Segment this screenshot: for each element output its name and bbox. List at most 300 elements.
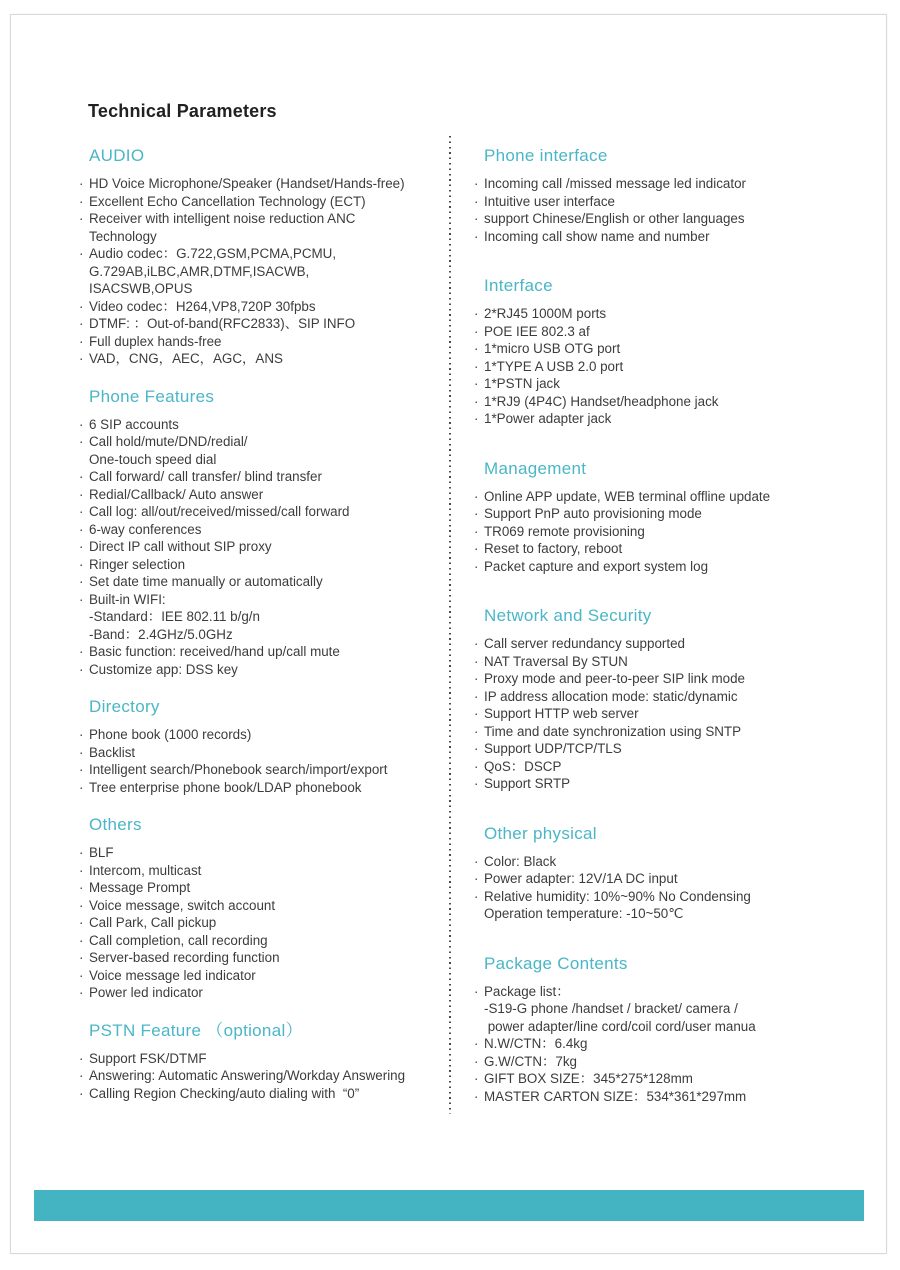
bullet-icon: · <box>474 888 479 904</box>
spec-item-line <box>474 688 874 706</box>
spec-text: Answering: Automatic Answering/Workday Answering <box>89 1068 406 1083</box>
bullet-icon: · <box>79 845 84 860</box>
spec-item <box>474 653 874 671</box>
spec-text: Calling Region Checking/auto dialing with “0” <box>89 1085 360 1101</box>
spec-item-line <box>79 984 451 1002</box>
spec-item-line <box>474 393 874 411</box>
spec-item-line <box>474 540 874 558</box>
spec-item <box>474 723 874 741</box>
spec-text: ISACSWB,OPUS <box>89 281 193 296</box>
spec-item-line <box>474 758 874 776</box>
spec-item-line <box>79 503 451 521</box>
spec-text: Basic function: received/hand up/call mute <box>89 644 340 659</box>
spec-text: Tree enterprise phone book/LDAP phonebook <box>89 779 362 795</box>
spec-item <box>79 643 451 661</box>
bullet-icon: · <box>79 644 84 659</box>
spec-text: Packet capture and export system log <box>484 558 709 574</box>
spec-item-line <box>474 870 874 888</box>
bullet-icon: · <box>474 1053 479 1069</box>
spec-text: power adapter/line cord/coil cord/user manua <box>484 1018 756 1034</box>
spec-text: N.W/CTN：6.4kg <box>484 1036 588 1051</box>
spec-item <box>79 879 451 897</box>
section-heading: Phone interface <box>484 146 608 165</box>
bullet-icon: · <box>79 574 84 589</box>
spec-item-continuation <box>79 608 451 626</box>
spec-text: support Chinese/English or other languages <box>484 211 745 226</box>
spec-item-line <box>79 967 451 985</box>
spec-item <box>474 670 874 688</box>
spec-text: Phone book (1000 records) <box>89 727 252 742</box>
section-audio <box>79 145 451 368</box>
bullet-icon: · <box>79 486 84 502</box>
spec-text: Call Park, Call pickup <box>89 915 217 930</box>
spec-item-line <box>79 573 451 591</box>
spec-text: 1*PSTN jack <box>484 376 560 391</box>
spec-item-line <box>79 521 451 539</box>
bullet-icon: · <box>474 983 479 999</box>
spec-item <box>474 410 874 428</box>
spec-text: Time and date synchronization using SNTP <box>484 723 742 739</box>
spec-item-line <box>474 888 874 906</box>
bullet-icon: · <box>474 358 479 374</box>
spec-text: Voice message led indicator <box>89 967 256 983</box>
spec-item-line <box>474 670 874 688</box>
spec-list <box>79 1050 451 1103</box>
spec-item-line <box>79 744 451 762</box>
spec-list <box>474 635 874 793</box>
spec-text: NAT Traversal By STUN <box>484 653 628 669</box>
spec-item <box>474 540 874 558</box>
bullet-icon: · <box>79 211 84 226</box>
bullet-icon: · <box>474 636 479 651</box>
section-other-physical <box>474 823 874 923</box>
spec-item-continuation <box>474 1000 874 1018</box>
spec-item-line <box>79 298 451 316</box>
spec-item-line <box>474 505 874 523</box>
spec-item <box>79 744 451 762</box>
spec-text: -Standard：IEE 802.11 b/g/n <box>89 609 260 624</box>
bullet-icon: · <box>79 316 84 331</box>
bullet-icon: · <box>79 556 84 572</box>
spec-item-line <box>474 635 874 653</box>
spec-item-line <box>474 488 874 506</box>
bullet-icon: · <box>79 469 84 484</box>
bullet-icon: · <box>474 228 479 244</box>
section-heading: Management <box>484 458 587 478</box>
spec-list <box>474 853 874 923</box>
spec-item <box>474 505 874 523</box>
spec-text: 2*RJ45 1000M ports <box>484 306 607 321</box>
section-heading: Network and Security <box>484 606 652 625</box>
spec-text: 1*micro USB OTG port <box>484 341 621 356</box>
bullet-icon: · <box>474 306 479 321</box>
spec-text: Excellent Echo Cancellation Technology (ECT) <box>89 193 366 209</box>
spec-text: POE IEE 802.3 af <box>484 323 590 339</box>
spec-text: G.W/CTN：7kg <box>484 1053 577 1069</box>
bullet-icon: · <box>474 776 479 791</box>
spec-list <box>79 175 451 368</box>
spec-text: Operation temperature: -10~50℃ <box>484 906 684 921</box>
spec-text: 6 SIP accounts <box>89 416 179 432</box>
bullet-icon: · <box>474 193 479 209</box>
spec-text: Intuitive user interface <box>484 193 615 209</box>
spec-text: Proxy mode and peer-to-peer SIP link mode <box>484 671 746 686</box>
spec-item <box>474 375 874 393</box>
spec-text: IP address allocation mode: static/dynamic <box>484 688 738 704</box>
right-column <box>474 145 874 1135</box>
spec-item <box>474 1088 874 1106</box>
spec-item <box>474 210 874 228</box>
bullet-icon: · <box>474 653 479 669</box>
spec-item-continuation <box>474 1018 874 1036</box>
spec-sheet-card <box>10 14 887 1254</box>
spec-item <box>79 897 451 915</box>
spec-item <box>474 758 874 776</box>
bullet-icon: · <box>474 741 479 756</box>
spec-item <box>79 468 451 486</box>
bullet-icon: · <box>79 539 84 554</box>
spec-item-line <box>474 410 874 428</box>
bullet-icon: · <box>474 341 479 356</box>
bullet-icon: · <box>79 862 84 878</box>
spec-item <box>474 1035 874 1053</box>
spec-item-line <box>79 1085 451 1103</box>
spec-text: Intercom, multicast <box>89 862 202 878</box>
spec-text: Online APP update, WEB terminal offline update <box>484 488 771 504</box>
spec-item <box>474 323 874 341</box>
bullet-icon: · <box>79 298 84 314</box>
spec-item <box>79 1085 451 1103</box>
spec-item <box>474 193 874 211</box>
spec-item-line <box>474 740 874 758</box>
bullet-icon: · <box>79 333 84 349</box>
spec-item <box>79 315 451 333</box>
bullet-icon: · <box>79 591 84 607</box>
section-interface <box>474 275 874 428</box>
spec-text: TR069 remote provisioning <box>484 523 645 539</box>
section-phone-features <box>79 386 451 679</box>
spec-item-line <box>474 175 874 193</box>
footer-accent-bar <box>34 1190 864 1221</box>
page-title: Technical Parameters <box>88 101 277 121</box>
spec-item <box>79 538 451 556</box>
spec-item <box>474 870 874 888</box>
section-heading: Phone Features <box>89 386 215 406</box>
spec-text: Call server redundancy supported <box>484 636 685 651</box>
spec-item-continuation <box>79 263 451 281</box>
spec-item <box>79 984 451 1002</box>
section-network-and-security <box>474 605 874 793</box>
spec-text: Call log: all/out/received/missed/call forward <box>89 504 350 519</box>
spec-item-line <box>474 853 874 871</box>
bullet-icon: · <box>474 323 479 339</box>
bullet-icon: · <box>79 351 84 366</box>
spec-text: Customize app: DSS key <box>89 661 238 677</box>
bullet-icon: · <box>79 967 84 983</box>
section-others <box>79 814 451 1002</box>
spec-item <box>79 210 451 245</box>
spec-text: Video codec：H264,VP8,720P 30fpbs <box>89 298 316 314</box>
spec-item <box>79 914 451 932</box>
spec-item <box>79 949 451 967</box>
bullet-icon: · <box>474 558 479 574</box>
spec-item-continuation <box>474 905 874 923</box>
section-heading: Interface <box>484 276 553 295</box>
spec-item <box>79 661 451 679</box>
bullet-icon: · <box>79 762 84 777</box>
bullet-icon: · <box>79 416 84 432</box>
spec-text: Relative humidity: 10%~90% No Condensing <box>484 888 751 904</box>
bullet-icon: · <box>474 376 479 391</box>
bullet-icon: · <box>474 506 479 521</box>
left-column <box>79 145 451 1120</box>
bullet-icon: · <box>79 880 84 895</box>
spec-text: Full duplex hands-free <box>89 333 222 349</box>
spec-item <box>79 556 451 574</box>
section-heading: Directory <box>89 697 160 716</box>
spec-text: Ringer selection <box>89 556 186 572</box>
spec-text: 1*Power adapter jack <box>484 411 612 426</box>
spec-item <box>474 175 874 193</box>
section-phone-interface <box>474 145 874 245</box>
spec-item <box>474 305 874 323</box>
spec-item-line <box>79 556 451 574</box>
bullet-icon: · <box>79 727 84 742</box>
spec-item <box>474 228 874 246</box>
spec-item-line <box>474 340 874 358</box>
spec-item-continuation <box>79 228 451 246</box>
spec-item-line <box>474 193 874 211</box>
spec-item-continuation <box>79 280 451 298</box>
spec-text: Technology <box>89 228 157 244</box>
spec-item <box>474 983 874 1036</box>
spec-item-line <box>79 879 451 897</box>
spec-item <box>79 779 451 797</box>
spec-item-line <box>474 558 874 576</box>
spec-list <box>474 305 874 428</box>
spec-text: VAD，CNG，AEC，AGC，ANS <box>89 351 283 366</box>
spec-item <box>474 635 874 653</box>
bullet-icon: · <box>79 193 84 209</box>
spec-text: Power led indicator <box>89 985 203 1000</box>
spec-item-line <box>79 914 451 932</box>
bullet-icon: · <box>79 504 84 519</box>
bullet-icon: · <box>79 744 84 760</box>
spec-item-line <box>79 1067 451 1085</box>
spec-item <box>79 333 451 351</box>
spec-list <box>474 175 874 245</box>
spec-item-line <box>474 375 874 393</box>
bullet-icon: · <box>474 488 479 504</box>
spec-item <box>474 340 874 358</box>
spec-item <box>79 967 451 985</box>
spec-item <box>474 705 874 723</box>
spec-item-line <box>474 775 874 793</box>
spec-item <box>474 740 874 758</box>
bullet-icon: · <box>474 211 479 226</box>
bullet-icon: · <box>79 661 84 677</box>
spec-item-line <box>474 305 874 323</box>
spec-item <box>474 523 874 541</box>
spec-text: Reset to factory, reboot <box>484 541 623 556</box>
spec-item <box>79 245 451 298</box>
spec-item <box>79 726 451 744</box>
spec-item <box>79 761 451 779</box>
section-management <box>474 458 874 576</box>
spec-item-line <box>79 862 451 880</box>
spec-item-line <box>474 358 874 376</box>
spec-item <box>79 862 451 880</box>
spec-item <box>79 193 451 211</box>
spec-text: Support UDP/TCP/TLS <box>484 741 622 756</box>
bullet-icon: · <box>79 915 84 930</box>
spec-item-line <box>474 210 874 228</box>
spec-list <box>79 844 451 1002</box>
spec-text: Call hold/mute/DND/redial/ <box>89 434 248 449</box>
bullet-icon: · <box>474 871 479 886</box>
bullet-icon: · <box>474 758 479 774</box>
bullet-icon: · <box>474 706 479 721</box>
spec-item <box>79 486 451 504</box>
spec-item-line <box>79 1050 451 1068</box>
spec-item <box>79 175 451 193</box>
spec-text: GIFT BOX SIZE：345*275*128mm <box>484 1071 693 1086</box>
section-heading: Others <box>89 815 142 834</box>
bullet-icon: · <box>474 853 479 869</box>
spec-text: Set date time manually or automatically <box>89 574 323 589</box>
section-pstn-feature-optional <box>79 1020 451 1103</box>
spec-item-line <box>79 486 451 504</box>
spec-item-line <box>79 726 451 744</box>
section-heading: Other physical <box>484 823 597 843</box>
spec-item-line <box>79 193 451 211</box>
spec-text: Receiver with intelligent noise reduction ANC <box>89 211 356 226</box>
spec-list <box>474 983 874 1106</box>
spec-text: Server-based recording function <box>89 950 280 965</box>
spec-text: Call forward/ call transfer/ blind transfer <box>89 469 322 484</box>
spec-text: Backlist <box>89 744 136 760</box>
spec-item <box>79 350 451 368</box>
spec-item-line <box>474 323 874 341</box>
spec-item <box>79 844 451 862</box>
spec-item <box>474 775 874 793</box>
spec-item-line <box>474 705 874 723</box>
spec-item-line <box>79 844 451 862</box>
spec-item-line <box>474 1070 874 1088</box>
spec-text: BLF <box>89 845 114 860</box>
bullet-icon: · <box>79 897 84 913</box>
bullet-icon: · <box>79 985 84 1000</box>
spec-text: Package list： <box>484 983 570 999</box>
bullet-icon: · <box>79 176 84 191</box>
bullet-icon: · <box>79 932 84 948</box>
spec-text: Support FSK/DTMF <box>89 1050 207 1066</box>
spec-item-line <box>79 897 451 915</box>
spec-item-line <box>474 983 874 1001</box>
spec-item-line <box>474 1035 874 1053</box>
spec-item-line <box>79 315 451 333</box>
bullet-icon: · <box>79 1085 84 1101</box>
spec-item-continuation <box>79 451 451 469</box>
spec-item-continuation <box>79 626 451 644</box>
spec-item <box>79 1050 451 1068</box>
spec-item <box>79 591 451 644</box>
spec-item-line <box>79 779 451 797</box>
bullet-icon: · <box>79 434 84 449</box>
spec-text: Incoming call /missed message led indicator <box>484 176 746 191</box>
spec-text: Power adapter: 12V/1A DC input <box>484 871 678 886</box>
section-directory <box>79 696 451 796</box>
section-heading: Package Contents <box>484 953 628 973</box>
spec-text: Message Prompt <box>89 880 191 895</box>
spec-text: Redial/Callback/ Auto answer <box>89 486 264 502</box>
spec-text: DTMF: ：Out-of-band(RFC2833)、SIP INFO <box>89 316 356 331</box>
spec-text: Intelligent search/Phonebook search/import/export <box>89 762 388 777</box>
spec-item-line <box>79 333 451 351</box>
spec-text: Support HTTP web server <box>484 706 639 721</box>
spec-item-line <box>79 245 451 263</box>
spec-item <box>474 358 874 376</box>
spec-text: HD Voice Microphone/Speaker (Handset/Hands-free) <box>89 176 405 191</box>
spec-item-line <box>79 175 451 193</box>
spec-item <box>79 573 451 591</box>
spec-text: QoS：DSCP <box>484 758 562 774</box>
spec-text: G.729AB,iLBC,AMR,DTMF,ISACWB, <box>89 263 310 279</box>
spec-item-line <box>474 228 874 246</box>
bullet-icon: · <box>79 1050 84 1066</box>
spec-item <box>79 298 451 316</box>
spec-text: Color: Black <box>484 853 557 869</box>
bullet-icon: · <box>79 246 84 261</box>
spec-item-line <box>79 932 451 950</box>
spec-text: Incoming call show name and number <box>484 228 710 244</box>
spec-text: Support PnP auto provisioning mode <box>484 506 702 521</box>
spec-item-line <box>474 1088 874 1106</box>
spec-item <box>474 488 874 506</box>
spec-list <box>79 416 451 679</box>
bullet-icon: · <box>79 779 84 795</box>
bullet-icon: · <box>474 688 479 704</box>
bullet-icon: · <box>79 1068 84 1083</box>
bullet-icon: · <box>79 521 84 537</box>
spec-item <box>474 888 874 923</box>
spec-text: MASTER CARTON SIZE：534*361*297mm <box>484 1088 747 1104</box>
spec-text: 1*TYPE A USB 2.0 port <box>484 358 624 374</box>
bullet-icon: · <box>474 176 479 191</box>
spec-text: Direct IP call without SIP proxy <box>89 539 272 554</box>
spec-item-line <box>474 653 874 671</box>
spec-item-line <box>79 350 451 368</box>
spec-item <box>474 1070 874 1088</box>
spec-item-line <box>474 723 874 741</box>
bullet-icon: · <box>474 523 479 539</box>
spec-text: Call completion, call recording <box>89 932 268 948</box>
spec-item <box>474 393 874 411</box>
spec-item-line <box>79 949 451 967</box>
spec-list <box>474 488 874 576</box>
bullet-icon: · <box>474 541 479 556</box>
spec-item <box>79 932 451 950</box>
spec-text: 1*RJ9 (4P4C) Handset/headphone jack <box>484 393 719 409</box>
bullet-icon: · <box>474 411 479 426</box>
spec-item <box>79 503 451 521</box>
spec-item <box>474 853 874 871</box>
spec-item-line <box>474 523 874 541</box>
spec-text: Built-in WIFI: <box>89 591 166 607</box>
spec-item-line <box>474 1053 874 1071</box>
spec-item-line <box>79 643 451 661</box>
spec-text: Audio codec：G.722,GSM,PCMA,PCMU, <box>89 246 337 261</box>
